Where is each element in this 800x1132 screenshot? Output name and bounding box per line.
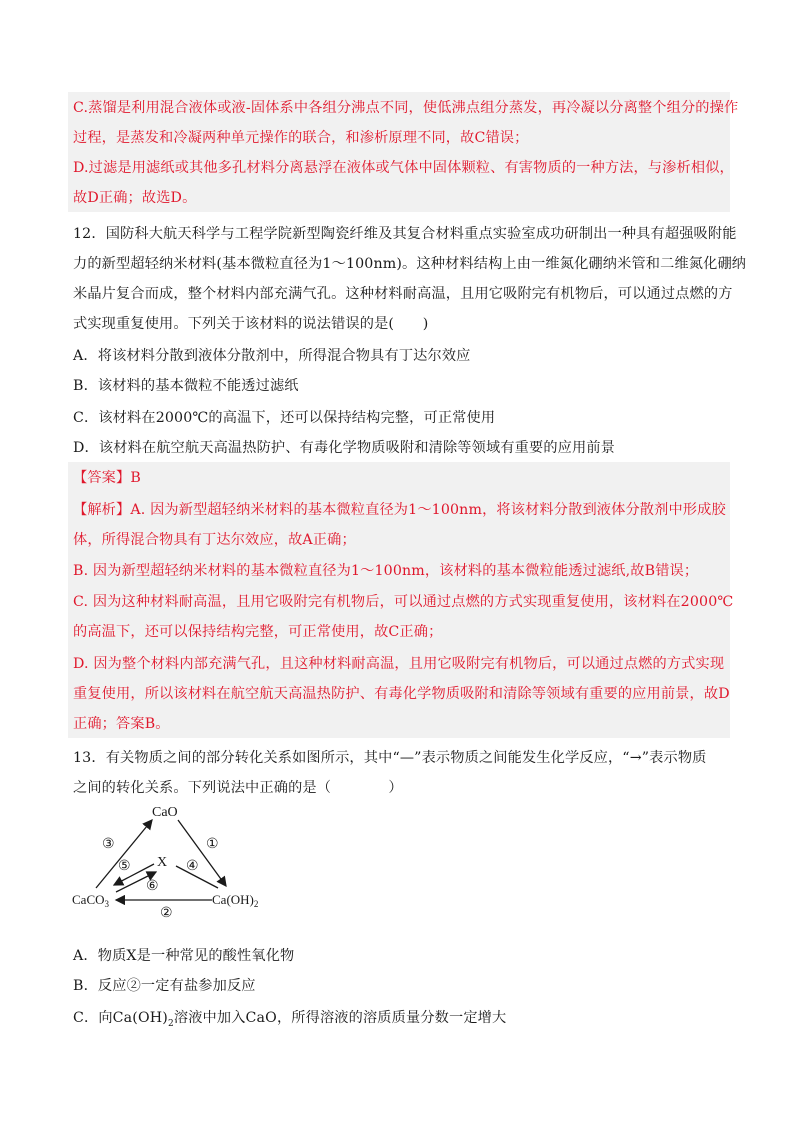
q12-stem-line3: 米晶片复合而成，整个材料内部充满气孔。这种材料耐高温，且用它吸附完有机物后，可以通过点燃的方 xyxy=(73,286,733,302)
label-3: ③ xyxy=(102,837,115,852)
q12-option-c: C．该材料在2000℃的高温下，还可以保持结构完整，可正常使用 xyxy=(73,410,496,426)
q12-option-d: D．该材料在航空航天高温热防护、有毒化学物质吸附和清除等领域有重要的应用前景 xyxy=(73,440,616,456)
q13-stem-line2: 之间的转化关系。下列说法中正确的是（ ） xyxy=(73,780,403,796)
q12-stem-line1: 12．国防科大航天科学与工程学院新型陶瓷纤维及其复合材料重点实验室成功研制出一种具有超强吸附能 xyxy=(73,226,737,242)
q13-option-c: C．向$Ca(OH)_2$溶液中加入CaO，所得溶液的溶质质量分数一定增大 xyxy=(73,1010,507,1029)
q12-explanation-d-line3: 正确；答案B。 xyxy=(73,716,170,732)
reaction-diagram xyxy=(66,800,286,920)
q12-explanation-a-line2: 体，所得混合物具有丁达尔效应，故A正确； xyxy=(73,532,356,548)
prev-explanation-c-line2: 过程，是蒸发和冷凝两种单元操作的联合，和渗析原理不同，故C错误； xyxy=(73,130,529,146)
q13-option-a: A．物质X是一种常见的酸性氧化物 xyxy=(73,948,295,964)
q13-option-b: B．反应②一定有盐参加反应 xyxy=(73,978,256,994)
label-1: ① xyxy=(206,837,219,852)
q12-explanation-d-line1: D. 因为整个材料内部充满气孔，且这种材料耐高温，且用它吸附完有机物后，可以通过点燃的方式实现 xyxy=(73,656,725,672)
label-2: ② xyxy=(160,906,173,920)
prev-explanation-d-line2: 故D正确；故选D。 xyxy=(73,190,197,206)
label-5: ⑤ xyxy=(118,859,131,874)
node-x: X xyxy=(157,855,168,870)
q12-explanation-c-line1: C. 因为这种材料耐高温，且用它吸附完有机物后，可以通过点燃的方式实现重复使用，该材料在2000℃ xyxy=(73,594,734,610)
arrow-cao-to-caoh2 xyxy=(178,820,226,886)
label-6: ⑥ xyxy=(146,879,159,894)
q12-explanation-b: B. 因为新型超轻纳米材料的基本微粒直径为1～100nm，该材料的基本微粒能透过滤纸,故B错误； xyxy=(73,563,699,579)
q12-stem-line4: 式实现重复使用。下列关于该材料的说法错误的是( ) xyxy=(73,316,429,332)
q12-option-b: B．该材料的基本微粒不能透过滤纸 xyxy=(73,378,299,394)
q13-stem-line1: 13．有关物质之间的部分转化关系如图所示，其中“—”表示物质之间能发生化学反应，“→”表示物质 xyxy=(73,750,707,766)
q12-explanation-a-line1: 【解析】A. 因为新型超轻纳米材料的基本微粒直径为1～100nm，将该材料分散到液体分散剂中形成胶 xyxy=(73,502,726,518)
node-cao: CaO xyxy=(152,805,178,820)
q12-explanation-c-line2: 的高温下，还可以保持结构完整，可正常使用，故C正确； xyxy=(73,624,443,640)
q12-option-a: A．将该材料分散到液体分散剂中，所得混合物具有丁达尔效应 xyxy=(73,348,471,364)
prev-explanation-d-line1: D.过滤是用滤纸或其他多孔材料分离悬浮在液体或气体中固体颗粒、有害物质的一种方法，与渗析相似， xyxy=(73,160,734,176)
q12-answer: 【答案】B xyxy=(73,470,141,486)
node-caoh2: $Ca(OH)_2$ xyxy=(212,892,259,909)
prev-explanation-c-line1: C.蒸馏是利用混合液体或液-固体系中各组分沸点不同，使低沸点组分蒸发，再冷凝以分离整个组分的操作 xyxy=(73,100,739,116)
node-caco3: CaCO$_3$ xyxy=(72,892,109,909)
label-4: ④ xyxy=(186,859,199,874)
q12-explanation-d-line2: 重复使用，所以该材料在航空航天高温热防护、有毒化学物质吸附和清除等领域有重要的应用前景，故D xyxy=(73,686,730,702)
q12-stem-line2: 力的新型超轻纳米材料(基本微粒直径为1～100nm)。这种材料结构上由一维氮化硼纳米管和二维氮化硼纳 xyxy=(73,256,747,272)
